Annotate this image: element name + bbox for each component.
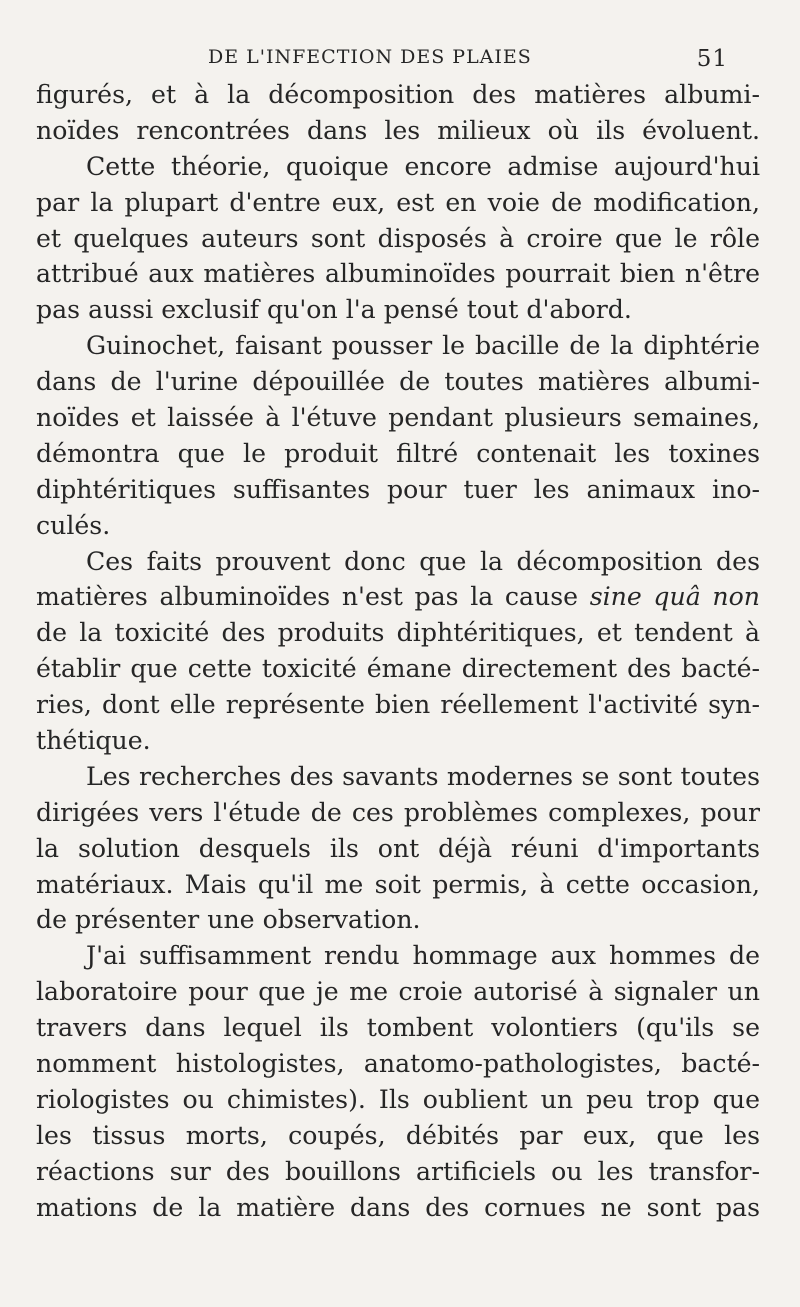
text-line: matériaux. Mais qu'il me soit permis, à cette occasion,	[36, 869, 760, 899]
text-line: noïdes rencontrées dans les milieux où ils évoluent.	[36, 115, 760, 145]
running-head	[208, 46, 728, 76]
text-line: les tissus morts, coupés, débités par eux, que les	[36, 1120, 760, 1150]
text-line: établir que cette toxicité émane directement des bacté-	[36, 654, 760, 684]
page-number: 51	[696, 46, 728, 72]
text-line: mations de la matière dans des cornues ne sont pas	[36, 1192, 760, 1222]
text-line: Les recherches des savants modernes se sont toutes	[86, 761, 760, 791]
running-title: DE L'INFECTION DES PLAIES	[208, 46, 532, 68]
body-text	[36, 77, 760, 1226]
text-line: travers dans lequel ils tombent volontiers (qu'ils se	[36, 1013, 760, 1043]
text-line: et quelques auteurs sont disposés à croire que le rôle	[36, 223, 760, 253]
text-line: Ces faits prouvent donc que la décomposition des	[86, 546, 760, 576]
text-line: nomment histologistes, anatomo-pathologistes, bacté-	[36, 1049, 760, 1079]
text-line: riologistes ou chimistes). Ils oublient un peu trop que	[36, 1084, 760, 1114]
text-line: laboratoire pour que je me croie autorisé à signaler un	[36, 977, 760, 1007]
text-line: de la toxicité des produits diphtéritiques, et tendent à	[36, 618, 760, 648]
text-line: réactions sur des bouillons artificiels ou les transfor-	[36, 1156, 760, 1186]
text-line: Cette théorie, quoique encore admise aujourd'hui	[86, 151, 760, 181]
text-line: démontra que le produit filtré contenait les toxines	[36, 438, 760, 468]
text-line: pas aussi exclusif qu'on l'a pensé tout d'abord.	[36, 295, 632, 325]
italic-phrase: sine quâ non	[589, 582, 760, 612]
text-line: attribué aux matières albuminoïdes pourrait bien n'être	[36, 259, 760, 289]
text-line: culés.	[36, 510, 111, 540]
text-line: par la plupart d'entre eux, est en voie de modification,	[36, 187, 760, 217]
text-line: J'ai suffisamment rendu hommage aux hommes de	[86, 941, 760, 971]
text-line: ries, dont elle représente bien réellement l'activité syn-	[36, 690, 760, 720]
text-line: diphtéritiques suffisantes pour tuer les animaux ino-	[36, 474, 760, 504]
text-line: dans de l'urine dépouillée de toutes matières albumi-	[36, 367, 760, 397]
text-line: noïdes et laissée à l'étuve pendant plusieurs semaines,	[36, 403, 760, 433]
text-line	[36, 579, 760, 615]
text-line: la solution desquels ils ont déjà réuni d'importants	[36, 833, 760, 863]
text-line-part: matières albuminoïdes n'est pas la cause	[36, 582, 579, 612]
text-line: dirigées vers l'étude de ces problèmes complexes, pour	[36, 797, 760, 827]
text-line: thétique.	[36, 726, 151, 756]
text-line: figurés, et à la décomposition des matières albumi-	[36, 80, 760, 109]
text-line: Guinochet, faisant pousser le bacille de la diphtérie	[86, 331, 760, 361]
text-line: de présenter une observation.	[36, 905, 421, 935]
